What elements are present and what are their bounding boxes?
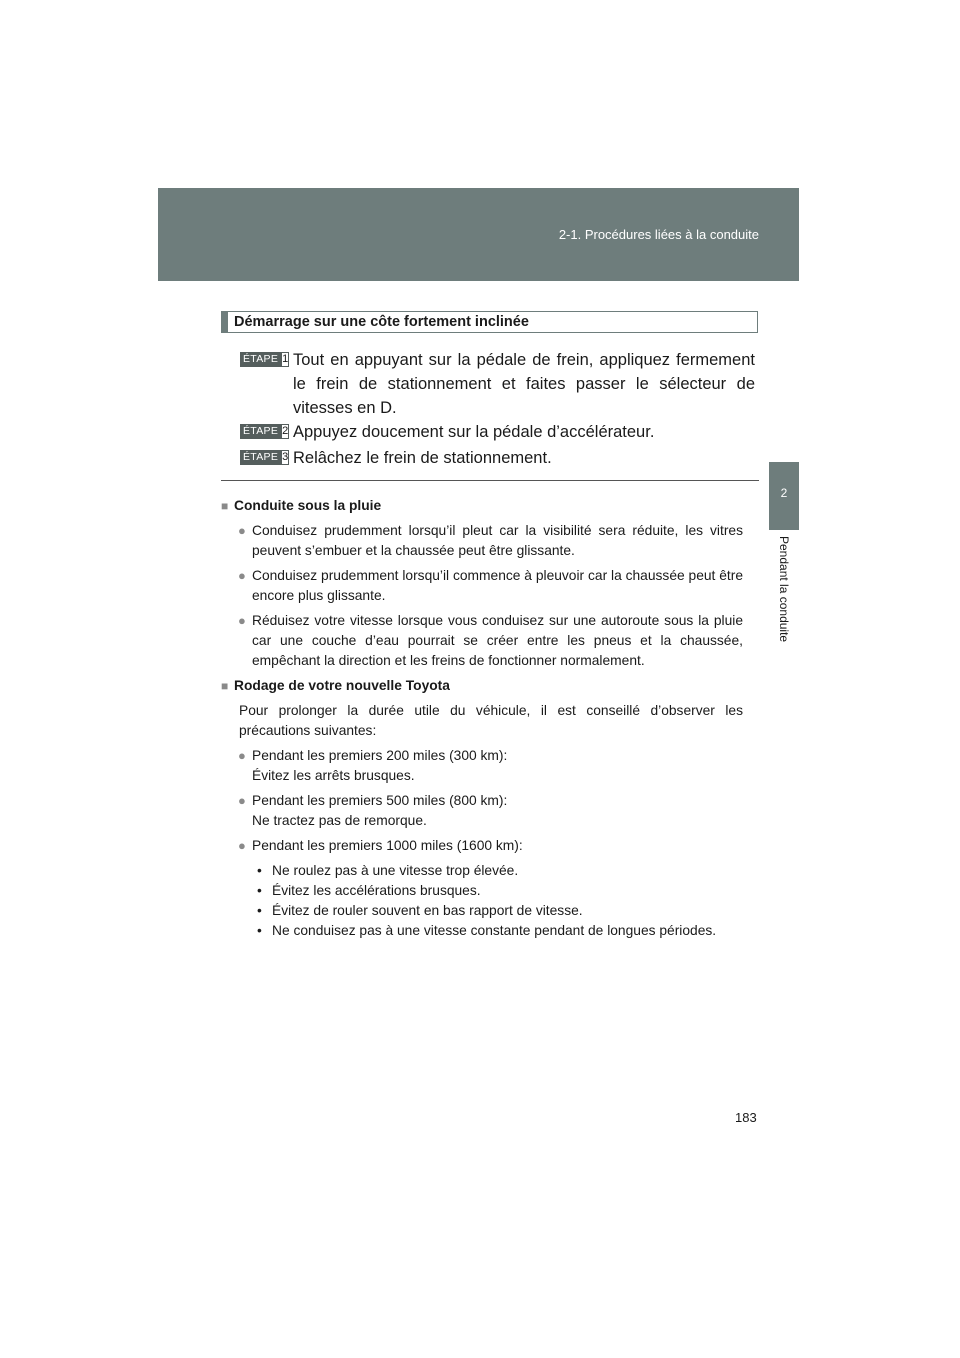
chapter-title: 2-1. Procédures liées à la conduite bbox=[558, 227, 759, 242]
round-bullet-icon: ● bbox=[238, 523, 246, 538]
list-item-text: Pendant les premiers 500 miles (800 km): bbox=[252, 793, 508, 808]
list-item bbox=[221, 746, 743, 786]
step-badge-label: ÉTAPE bbox=[240, 352, 281, 367]
list-item-subtext: Ne tractez pas de remorque. bbox=[252, 813, 427, 828]
chapter-tab bbox=[769, 462, 799, 530]
sub-list-item bbox=[221, 881, 743, 901]
section-divider bbox=[221, 480, 759, 481]
page-number: 183 bbox=[735, 1110, 757, 1125]
chapter-header bbox=[158, 188, 799, 281]
sub-list-item bbox=[221, 901, 743, 921]
dot-bullet-icon: • bbox=[257, 883, 262, 898]
square-bullet-icon: ■ bbox=[221, 679, 229, 693]
list-item-text: Réduisez votre vitesse lorsque vous conduisez sur une autoroute sous la pluie car une couche d’eau pourrait se créer entre les pneus et la chaussée, empêchant la direction et les freins de fonctionner normalement. bbox=[252, 613, 743, 668]
sub-list-item-text: Évitez de rouler souvent en bas rapport de vitesse. bbox=[272, 903, 583, 918]
breakin-heading bbox=[221, 676, 743, 696]
list-item bbox=[221, 611, 743, 671]
sub-list-item-text: Évitez les accélérations brusques. bbox=[272, 883, 481, 898]
step-badge-number: 3 bbox=[282, 451, 289, 463]
sub-list-item-text: Ne roulez pas à une vitesse trop élevée. bbox=[272, 863, 519, 878]
sub-list-item-text: Ne conduisez pas à une vitesse constante pendant de longues périodes. bbox=[272, 923, 717, 938]
sub-list-item bbox=[221, 861, 743, 881]
chapter-tab-label: Pendant la conduite bbox=[777, 536, 791, 643]
round-bullet-icon: ● bbox=[238, 613, 246, 628]
dot-bullet-icon: • bbox=[257, 923, 262, 938]
step-badge bbox=[240, 450, 288, 465]
list-item-text: Conduisez prudemment lorsqu’il pleut car la visibilité sera réduite, les vitres peuvent s’embuer et la chaussée peut être glissante. bbox=[252, 523, 743, 558]
step-badge bbox=[240, 424, 288, 439]
list-item bbox=[221, 521, 743, 561]
rain-heading-text: Conduite sous la pluie bbox=[234, 498, 382, 513]
dot-bullet-icon: • bbox=[257, 903, 262, 918]
step-badge-label: ÉTAPE bbox=[240, 424, 281, 439]
rain-heading bbox=[221, 496, 743, 516]
list-item bbox=[221, 566, 743, 606]
chapter-tab-number: 2 bbox=[780, 486, 788, 500]
list-item bbox=[221, 791, 743, 831]
notes bbox=[221, 496, 743, 941]
list-item-text: Conduisez prudemment lorsqu’il commence à pleuvoir car la chaussée peut être encore plus glissante. bbox=[252, 568, 743, 603]
list-item-subtext: Évitez les arrêts brusques. bbox=[252, 768, 415, 783]
sub-list-item bbox=[221, 921, 743, 941]
round-bullet-icon: ● bbox=[238, 793, 246, 808]
list-item-text: Pendant les premiers 1000 miles (1600 km): bbox=[252, 838, 523, 853]
section-title-bar bbox=[222, 312, 228, 332]
breakin-heading-text: Rodage de votre nouvelle Toyota bbox=[234, 678, 450, 693]
step-badge bbox=[240, 352, 288, 367]
list-item-text: Pendant les premiers 200 miles (300 km): bbox=[252, 748, 508, 763]
step-text: Appuyez doucement sur la pédale d’accélérateur. bbox=[293, 423, 655, 441]
list-item bbox=[221, 836, 743, 856]
breakin-intro: Pour prolonger la durée utile du véhicule, il est conseillé d’observer les précautions suivantes: bbox=[239, 703, 743, 738]
square-bullet-icon: ■ bbox=[221, 499, 229, 513]
step-text: Relâchez le frein de stationnement. bbox=[293, 449, 552, 467]
dot-bullet-icon: • bbox=[257, 863, 262, 878]
step-badge-label: ÉTAPE bbox=[240, 450, 281, 465]
round-bullet-icon: ● bbox=[238, 568, 246, 583]
section-title-box bbox=[221, 311, 758, 333]
section-title: Démarrage sur une côte fortement inclinée bbox=[234, 314, 529, 330]
round-bullet-icon: ● bbox=[238, 838, 246, 853]
step-badge-number: 1 bbox=[282, 353, 289, 365]
step-badge-number: 2 bbox=[282, 425, 289, 437]
round-bullet-icon: ● bbox=[238, 748, 246, 763]
step-text: Tout en appuyant sur la pédale de frein, appliquez fermement le frein de stationnement et faites passer le sélecteur de vitesses en D. bbox=[293, 351, 755, 417]
